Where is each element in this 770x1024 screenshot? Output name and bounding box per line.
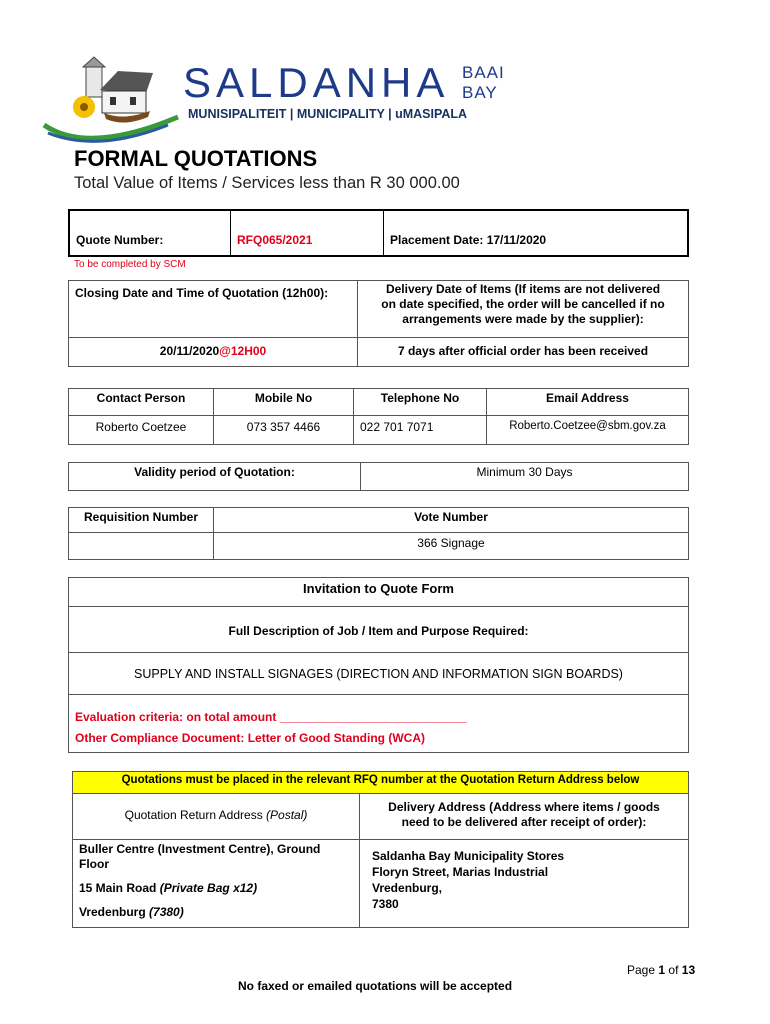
evaluation-criteria: Evaluation criteria: on total amount ____________________________ xyxy=(75,710,467,724)
postal-address-header xyxy=(73,794,360,840)
delivery-address-label-line: Delivery Address (Address where items / goods xyxy=(388,800,660,814)
contact-header-row xyxy=(69,389,689,416)
page-number xyxy=(627,963,695,977)
delivery-address xyxy=(360,840,689,928)
logo-name-main: SALDANHA xyxy=(183,59,450,106)
validity-table xyxy=(68,462,689,491)
postal-label-qualifier: (Postal) xyxy=(266,808,308,822)
delivery-date-value: 7 days after official order has been received xyxy=(358,338,689,367)
contact-header: Telephone No xyxy=(354,389,487,416)
page-subtitle: Total Value of Items / Services less than R 30 000.00 xyxy=(74,174,460,192)
closing-date-value xyxy=(69,338,358,367)
tagline-afrikaans: MUNISIPALITEIT xyxy=(188,107,287,121)
tagline-separator: | xyxy=(289,107,294,121)
logo-tagline xyxy=(188,107,467,121)
tagline-english: MUNICIPALITY xyxy=(296,107,385,121)
return-banner: Quotations must be placed in the relevant RFQ number at the Quotation Return Address below xyxy=(73,772,689,794)
quote-number-value: RFQ065/2021 xyxy=(231,210,384,256)
requisition-value xyxy=(69,533,214,560)
page-current: 1 xyxy=(658,963,666,977)
delivery-date-label-line: on date specified, the order will be cancelled if no xyxy=(381,297,665,311)
closing-time: @12H00 xyxy=(219,344,267,358)
postal-bag: (Private Bag x12) xyxy=(159,881,258,895)
closing-date: 20/11/2020 xyxy=(159,344,220,358)
delivery-address-line: Floryn Street, Marias Industrial xyxy=(372,865,549,879)
delivery-address-line: 7380 xyxy=(372,897,399,911)
contact-header: Mobile No xyxy=(214,389,354,416)
logo-emblem xyxy=(38,55,188,150)
contact-header: Email Address xyxy=(487,389,689,416)
postal-address xyxy=(73,840,360,928)
closing-date-label: Closing Date and Time of Quotation (12h00): xyxy=(69,281,358,338)
postal-street: 15 Main Road xyxy=(79,881,157,895)
footer-notice: No faxed or emailed quotations will be accepted xyxy=(238,979,513,993)
delivery-date-label xyxy=(358,281,689,338)
invitation-title: Invitation to Quote Form xyxy=(69,578,689,607)
contact-table xyxy=(68,388,689,445)
postal-address-line: Buller Centre (Investment Centre), Ground xyxy=(79,842,321,856)
compliance-document: Other Compliance Document: Letter of Good Standing (WCA) xyxy=(75,731,425,745)
logo-name-baai: BAAI xyxy=(462,63,505,82)
contact-mobile: 073 357 4466 xyxy=(214,416,354,445)
municipality-logo xyxy=(38,55,518,150)
delivery-date-label-line: Delivery Date of Items (If items are not delivered xyxy=(385,282,661,296)
page-prefix: Page xyxy=(627,963,656,977)
evaluation-block xyxy=(69,695,689,753)
invitation-table xyxy=(68,577,689,753)
delivery-address-header xyxy=(360,794,689,840)
delivery-address-line: Vredenburg, xyxy=(372,881,443,895)
logo-name-bay: BAY xyxy=(462,83,498,102)
tagline-xhosa: uMASIPALA xyxy=(395,107,468,121)
quote-number-label: Quote Number: xyxy=(69,210,231,256)
vote-label: Vote Number xyxy=(214,508,689,533)
scm-note: To be completed by SCM xyxy=(74,259,186,270)
placement-date: Placement Date: 17/11/2020 xyxy=(384,210,689,256)
postal-address-line xyxy=(79,905,353,920)
delivery-date-label-line: arrangements were made by the supplier): xyxy=(402,312,644,326)
requisition-label: Requisition Number xyxy=(69,508,214,533)
page-total: 13 xyxy=(681,963,696,977)
contact-person: Roberto Coetzee xyxy=(69,416,214,445)
delivery-address-label-line: need to be delivered after receipt of order): xyxy=(401,815,647,829)
contact-header: Contact Person xyxy=(69,389,214,416)
vote-value: 366 Signage xyxy=(214,533,689,560)
delivery-address-line: Saldanha Bay Municipality Stores xyxy=(372,849,565,863)
page-title: FORMAL QUOTATIONS xyxy=(74,146,318,171)
dates-table xyxy=(68,280,689,367)
validity-label: Validity period of Quotation: xyxy=(69,463,361,491)
page-of: of xyxy=(668,963,679,977)
tagline-separator: | xyxy=(388,107,392,121)
description-value: SUPPLY AND INSTALL SIGNAGES (DIRECTION AND INFORMATION SIGN BOARDS) xyxy=(69,653,689,695)
description-label: Full Description of Job / Item and Purpose Required: xyxy=(69,607,689,653)
requisition-table xyxy=(68,507,689,560)
postal-code: (7380) xyxy=(149,905,184,919)
contact-row xyxy=(69,416,689,445)
postal-address-line: Floor xyxy=(79,857,109,871)
postal-address-line xyxy=(79,881,353,896)
postal-town: Vredenburg xyxy=(79,905,146,919)
quote-number-table xyxy=(68,209,689,257)
contact-telephone: 022 701 7071 xyxy=(354,416,487,445)
postal-label: Quotation Return Address xyxy=(124,808,263,822)
contact-email[interactable]: Roberto.Coetzee@sbm.gov.za xyxy=(487,416,689,445)
return-address-table xyxy=(72,771,689,928)
validity-value: Minimum 30 Days xyxy=(361,463,689,491)
